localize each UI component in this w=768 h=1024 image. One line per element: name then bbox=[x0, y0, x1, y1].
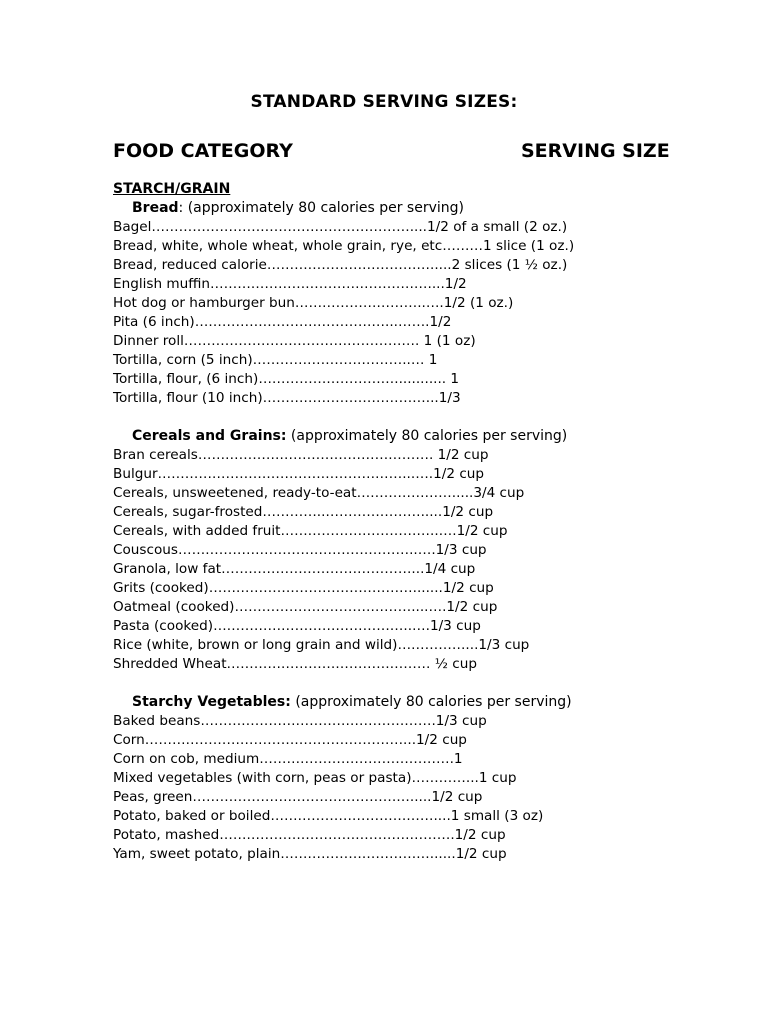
subheading-name: Bread bbox=[132, 200, 179, 216]
list-item: Bread, reduced calorie……………………………….....2 slices (1 ½ oz.) bbox=[113, 257, 568, 273]
list-item: Bran cereals……………………………………………. 1/2 cup bbox=[113, 447, 489, 463]
list-item: Potato, mashed…………………………………………….1/2 cup bbox=[113, 827, 506, 843]
list-item: Tortilla, corn (5 inch)……………………………..… 1 bbox=[113, 352, 438, 368]
list-item: Couscous……………………………………………..….1/3 cup bbox=[113, 542, 487, 558]
list-item: Baked beans…………………………………………….1/3 cup bbox=[113, 713, 487, 729]
list-item: Tortilla, flour, (6 inch)…………………………............ 1 bbox=[113, 371, 460, 387]
list-item: Bagel…………………………………………………....1/2 of a small (2 oz.) bbox=[113, 219, 568, 235]
list-item: Oatmeal (cooked)…………………………………....….1/2 cup bbox=[113, 599, 498, 615]
list-item: Cereals, unsweetened, ready-to-eat………………….....3/4 cup bbox=[113, 485, 525, 501]
list-item: Pita (6 inch)……………………………………...…….1/2 bbox=[113, 314, 452, 330]
list-item: Peas, green………………………………………….....1/2 cup bbox=[113, 789, 483, 805]
subheading-note: (approximately 80 calories per serving) bbox=[290, 694, 572, 710]
category-heading: STARCH/GRAIN bbox=[113, 181, 231, 197]
list-item: Cereals, with added fruit……………………………..….1/2 cup bbox=[113, 523, 508, 539]
cereals-subheading bbox=[113, 427, 673, 446]
list-item: Shredded Wheat……………………………………… ½ cup bbox=[113, 656, 477, 672]
section-spacer bbox=[113, 674, 673, 693]
subheading-name: Cereals and Grains: bbox=[132, 428, 287, 444]
list-item: Granola, low fat……………………………………...1/4 cup bbox=[113, 561, 476, 577]
subheading-note: : (approximately 80 calories per serving) bbox=[178, 200, 464, 216]
subheading-note: (approximately 80 calories per serving) bbox=[286, 428, 568, 444]
serving-list bbox=[113, 180, 673, 864]
list-item: Bread, white, whole wheat, whole grain, rye, etc………1 slice (1 oz.) bbox=[113, 238, 575, 254]
list-item: Cereals, sugar-frosted…………..………………….....1/2 cup bbox=[113, 504, 494, 520]
subheading-name: Starchy Vegetables: bbox=[132, 694, 291, 710]
list-item: Corn on cob, medium…………………………………….1 bbox=[113, 751, 463, 767]
list-item: Yam, sweet potato, plain……………………………......1/2 cup bbox=[113, 846, 507, 862]
serving-size-header: SERVING SIZE bbox=[521, 140, 670, 162]
list-item: Potato, baked or boiled………………………………....1 small (3 oz) bbox=[113, 808, 544, 824]
list-item: Corn…………………………………………………...1/2 cup bbox=[113, 732, 467, 748]
list-item: Bulgur………………………………………………...….1/2 cup bbox=[113, 466, 485, 482]
list-item: Dinner roll……………………………………………. 1 (1 oz) bbox=[113, 333, 476, 349]
page-title: STANDARD SERVING SIZES: bbox=[250, 92, 518, 112]
list-item: Hot dog or hamburger bun………………………..….1/2 (1 oz.) bbox=[113, 295, 514, 311]
bread-subheading bbox=[113, 199, 673, 218]
list-item: English muffin…………………………………………....1/2 bbox=[113, 276, 467, 292]
list-item: Mixed vegetables (with corn, peas or pasta)…………...1 cup bbox=[113, 770, 517, 786]
section-spacer bbox=[113, 408, 673, 427]
list-item: Pasta (cooked)……………………………………..….1/3 cup bbox=[113, 618, 481, 634]
food-category-header: FOOD CATEGORY bbox=[113, 140, 293, 162]
list-item: Rice (white, brown or long grain and wild)……………...1/3 cup bbox=[113, 637, 530, 653]
vegetables-subheading bbox=[113, 693, 673, 712]
list-item: Tortilla, flour (10 inch)………………………………...1/3 bbox=[113, 390, 461, 406]
list-item: Grits (cooked)……………………………………….......1/2 cup bbox=[113, 580, 494, 596]
